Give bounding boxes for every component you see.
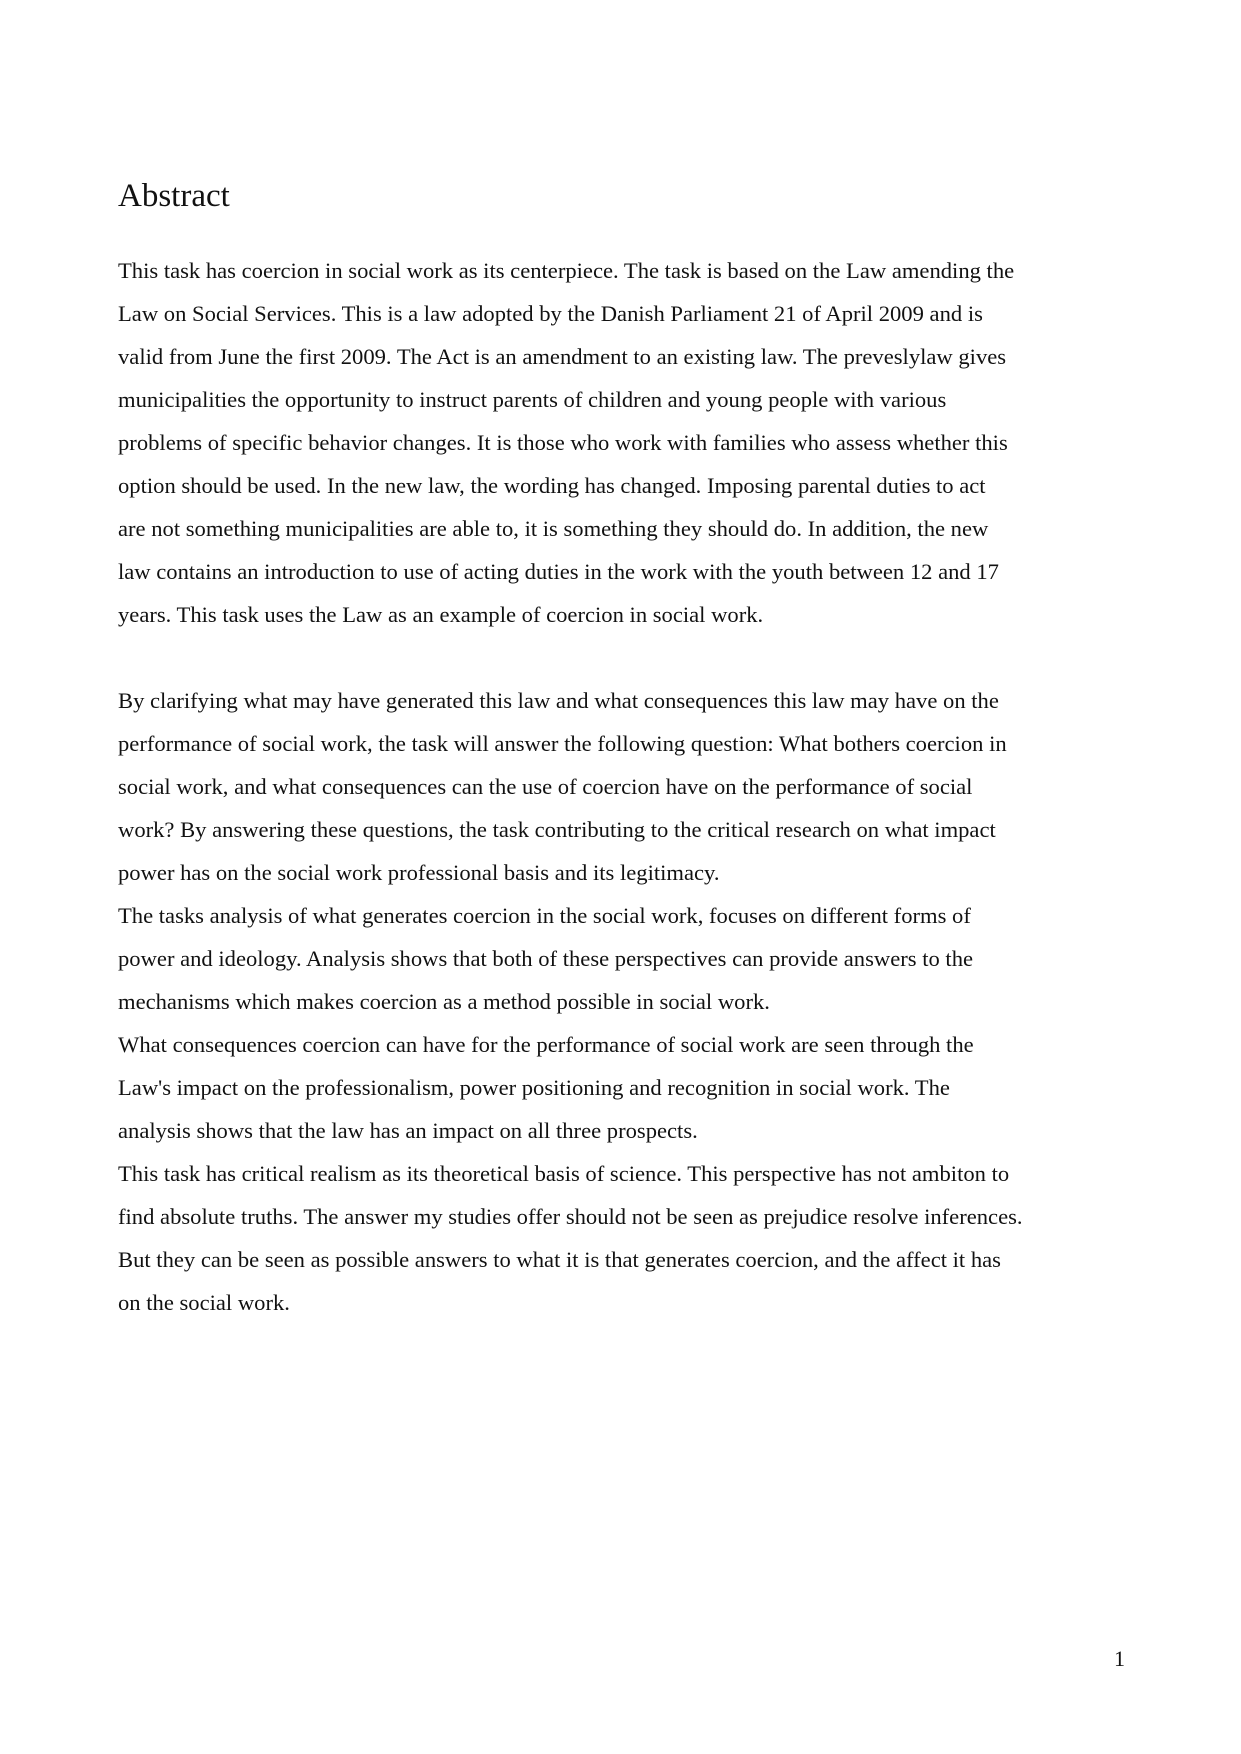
text-line: This task has critical realism as its theoretical basis of science. This perspective has not ambiton to [118,1161,1010,1186]
page-number: 1 [1114,1646,1125,1671]
abstract-heading: Abstract [118,178,230,214]
text-line: power and ideology. Analysis shows that both of these perspectives can provide answers to the [118,946,974,971]
text-line: option should be used. In the new law, the wording has changed. Imposing parental duties to act [118,473,986,498]
text-line: on the social work. [118,1290,290,1315]
text-line: analysis shows that the law has an impact on all three prospects. [118,1118,698,1143]
text-line: mechanisms which makes coercion as a method possible in social work. [118,989,770,1014]
abstract-paragraph [118,1023,1123,1152]
text-line: years. This task uses the Law as an example of coercion in social work. [118,602,764,627]
text-line: work? By answering these questions, the task contributing to the critical research on what impact [118,817,996,842]
abstract-body [118,249,1123,1324]
text-line: But they can be seen as possible answers to what it is that generates coercion, and the affect it has [118,1247,1001,1272]
abstract-paragraph [118,894,1123,1023]
text-line: valid from June the first 2009. The Act is an amendment to an existing law. The preveslylaw gives [118,344,1007,369]
text-line: By clarifying what may have generated this law and what consequences this law may have on the [118,688,999,713]
text-line: social work, and what consequences can the use of coercion have on the performance of social [118,774,973,799]
abstract-paragraph [118,679,1123,894]
text-line: law contains an introduction to use of acting duties in the work with the youth between 12 and 17 [118,559,999,584]
text-line: What consequences coercion can have for the performance of social work are seen through the [118,1032,974,1057]
text-line: find absolute truths. The answer my studies offer should not be seen as prejudice resolve inferences. [118,1204,1023,1229]
abstract-paragraph [118,1152,1123,1324]
text-line: Law on Social Services. This is a law adopted by the Danish Parliament 21 of April 2009 and is [118,301,983,326]
text-line: The tasks analysis of what generates coercion in the social work, focuses on different forms of [118,903,971,928]
text-line: municipalities the opportunity to instruct parents of children and young people with various [118,387,947,412]
text-line: power has on the social work professional basis and its legitimacy. [118,860,720,885]
abstract-paragraph [118,249,1123,636]
text-line: are not something municipalities are able to, it is something they should do. In addition, the new [118,516,989,541]
text-line: This task has coercion in social work as its centerpiece. The task is based on the Law amending the [118,258,1015,283]
text-line: problems of specific behavior changes. It is those who work with families who assess whether this [118,430,1008,455]
text-line: performance of social work, the task will answer the following question: What bothers coercion in [118,731,1007,756]
text-line: Law's impact on the professionalism, power positioning and recognition in social work. The [118,1075,950,1100]
